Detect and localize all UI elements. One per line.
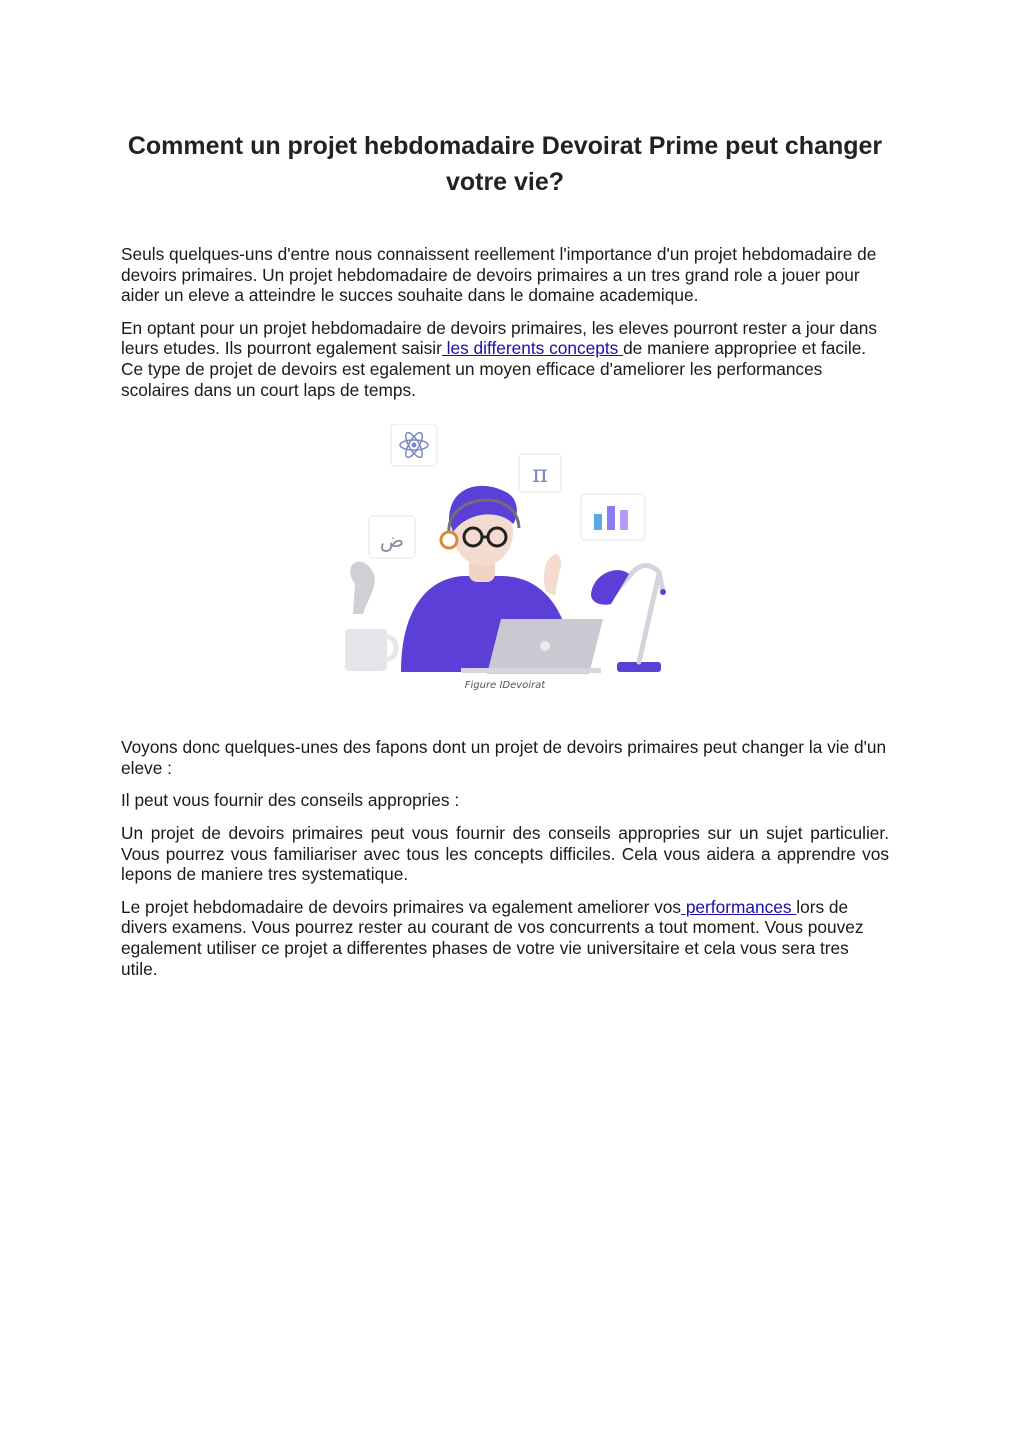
mug-icon [345, 629, 396, 671]
link-performances[interactable]: performances [681, 896, 797, 917]
paragraph-subheading: Il peut vous fournir des conseils appropries : [121, 790, 460, 811]
paragraph-advice: Un projet de devoirs primaires peut vous fournir des conseils appropries sur un sujet particulier. Vous pourrez vous familiariser avec tous les concepts difficiles. Cela vous aidera a apprendre vos lepons de maniere tres systematique. [121, 822, 889, 885]
atom-card-icon [391, 424, 437, 466]
arabic-letter-card-icon [369, 516, 415, 558]
paragraph-performance [121, 897, 889, 979]
decor-shape-icon [350, 562, 375, 614]
figure-caption: Figure IDevoirat [464, 680, 546, 692]
document-page [121, 128, 889, 991]
paragraph-intro: Seuls quelques-uns d'entre nous connaissent reellement l'importance d'un projet hebdomadaire de devoirs primaires. Un projet hebdomadaire de devoirs primaires a un tres grand role a jouer pour aider un eleve a atteindre le succes souhaite dans le domaine academique. [121, 244, 877, 306]
paragraph-benefits-text-2: de maniere appropriee et facile. Ce type de projet de devoirs est egalement un moyen efficace d'ameliorer les performances scolaires dans un court laps de temps. [121, 338, 867, 400]
svg-text:ض: ض [379, 528, 405, 553]
link-differents-concepts[interactable]: les differents concepts [441, 338, 624, 359]
page-title: Comment un projet hebdomadaire Devoirat Prime peut changer votre vie? [127, 132, 883, 196]
pi-card-icon [519, 454, 561, 492]
bar-chart-card-icon [581, 494, 645, 540]
paragraph-ways: Voyons donc quelques-unes des fapons dont un projet de devoirs primaires peut changer la vie d'un eleve : [121, 737, 887, 778]
paragraph-performance-text-2: lors de divers examens. Vous pourrez rester au courant de vos concurrents a tout moment. Vous pouvez egalement utiliser ce projet a differentes phases de votre vie universitaire et cela vous sera tres utile. [121, 896, 864, 979]
paragraph-benefits [121, 318, 889, 400]
illustration-figure [341, 424, 701, 674]
student-laptop-illustration [341, 424, 701, 674]
paragraph-benefits-text-1: En optant pour un projet hebdomadaire de devoirs primaires, les eleves pourront rester a jour dans leurs etudes. Ils pourront egalement saisir [121, 317, 878, 359]
paragraph-performance-text-1: Le projet hebdomadaire de devoirs primaires va egalement ameliorer vos [121, 896, 682, 917]
svg-text:π: π [532, 460, 548, 489]
desk-lamp-icon [591, 566, 666, 673]
